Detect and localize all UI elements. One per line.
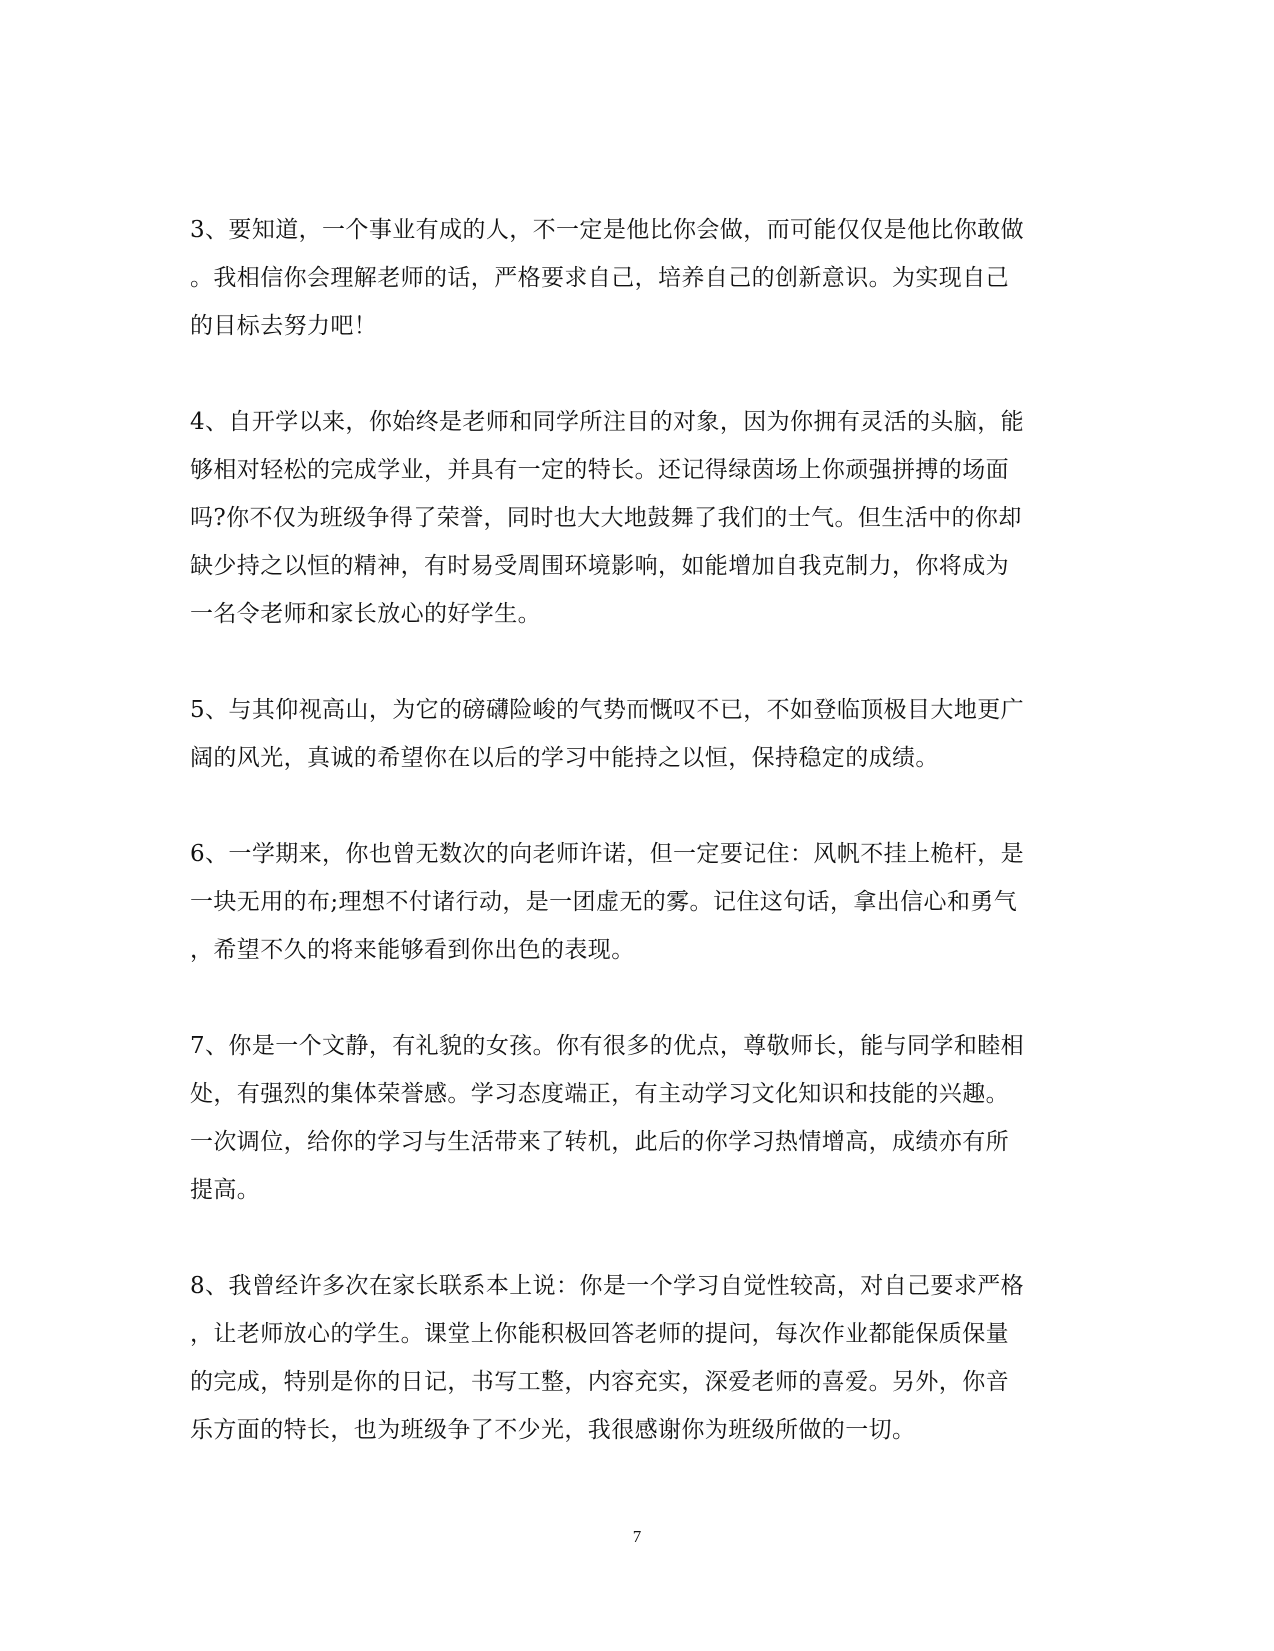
page-number: 7: [632, 1527, 642, 1546]
paragraph-line: ，希望不久的将来能够看到你出色的表现。: [190, 937, 635, 963]
paragraph-line: 提高。: [190, 1177, 261, 1203]
paragraph-line: 的目标去努力吧！: [190, 313, 378, 339]
paragraph-line: 够相对轻松的完成学业，并具有一定的特长。还记得绿茵场上你顽强拼搏的场面: [190, 457, 1009, 483]
paragraph-8: [190, 1262, 1080, 1454]
paragraph-line: 8、我曾经许多次在家长联系本上说：你是一个学习自觉性较高，对自己要求严格: [190, 1273, 1025, 1299]
paragraph-5: [190, 686, 1080, 782]
paragraph-line: 缺少持之以恒的精神，有时易受周围环境影响，如能增加自我克制力，你将成为: [190, 553, 1009, 579]
paragraph-line: 处，有强烈的集体荣誉感。学习态度端正，有主动学习文化知识和技能的兴趣。: [190, 1081, 1009, 1107]
paragraph-line: 一次调位，给你的学习与生活带来了转机，此后的你学习热情增高，成绩亦有所: [190, 1129, 1009, 1155]
paragraph-6: [190, 830, 1080, 974]
document-body: [190, 206, 1080, 1502]
paragraph-line: ，让老师放心的学生。课堂上你能积极回答老师的提问，每次作业都能保质保量: [190, 1321, 1009, 1347]
paragraph-line: 6、一学期来，你也曾无数次的向老师许诺，但一定要记住：风帆不挂上桅杆，是: [190, 841, 1025, 867]
paragraph-3: [190, 206, 1080, 350]
paragraph-line: 的完成，特别是你的日记，书写工整，内容充实，深爱老师的喜爱。另外，你音: [190, 1369, 1009, 1395]
paragraph-line: 乐方面的特长，也为班级争了不少光，我很感谢你为班级所做的一切。: [190, 1417, 916, 1443]
paragraph-line: 。我相信你会理解老师的话，严格要求自己，培养自己的创新意识。为实现自己: [190, 265, 1009, 291]
paragraph-7: [190, 1022, 1080, 1214]
paragraph-line: 7、你是一个文静，有礼貌的女孩。你有很多的优点，尊敬师长，能与同学和睦相: [190, 1033, 1025, 1059]
paragraph-line: 一名令老师和家长放心的好学生。: [190, 601, 541, 627]
paragraph-4: [190, 398, 1080, 638]
paragraph-line: 吗?你不仅为班级争得了荣誉，同时也大大地鼓舞了我们的士气。但生活中的你却: [190, 505, 1022, 531]
paragraph-line: 3、要知道，一个事业有成的人，不一定是他比你会做，而可能仅仅是他比你敢做: [190, 217, 1025, 243]
paragraph-line: 5、与其仰视高山，为它的磅礴险峻的气势而慨叹不已，不如登临顶极目大地更广: [190, 697, 1025, 723]
paragraph-line: 阔的风光，真诚的希望你在以后的学习中能持之以恒，保持稳定的成绩。: [190, 745, 939, 771]
paragraph-line: 一块无用的布;理想不付诸行动，是一团虚无的雾。记住这句话，拿出信心和勇气: [190, 889, 1018, 915]
paragraph-line: 4、自开学以来，你始终是老师和同学所注目的对象，因为你拥有灵活的头脑，能: [190, 409, 1025, 435]
